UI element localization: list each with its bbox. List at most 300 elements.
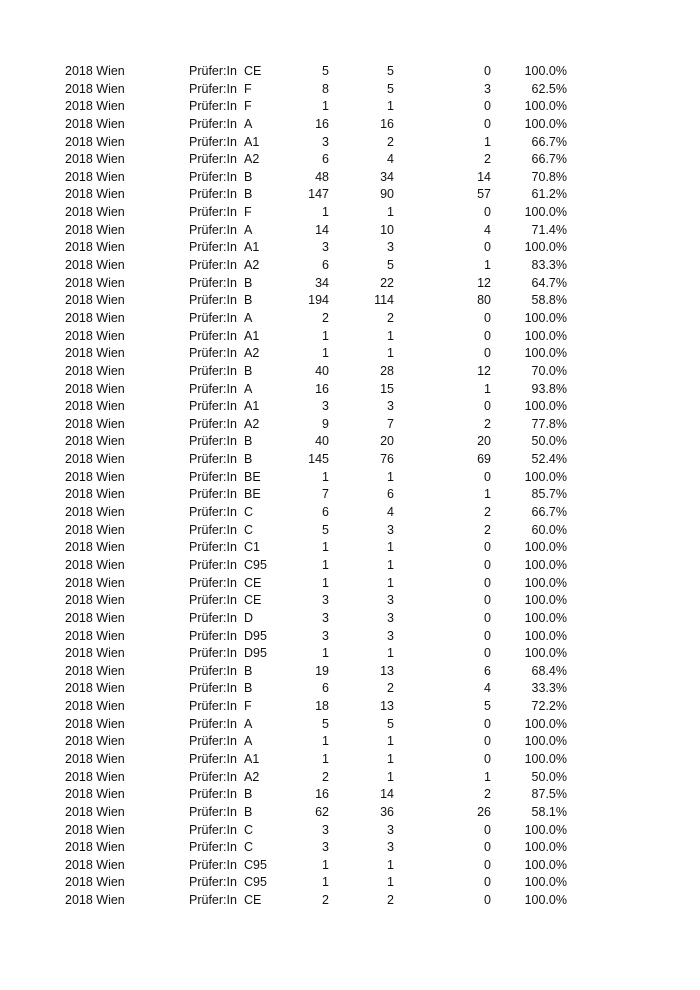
- year-city-cell: 2018 Wien: [65, 169, 125, 184]
- year-city-cell: 2018 Wien: [65, 363, 125, 378]
- failed-count-cell: 0: [484, 646, 491, 661]
- passed-count-cell: 4: [387, 505, 394, 520]
- role-cell: Prüfer:In: [189, 840, 237, 855]
- role-cell: Prüfer:In: [189, 152, 237, 167]
- total-count-cell: 40: [315, 363, 329, 378]
- passed-count-cell: 2: [387, 893, 394, 908]
- pass-rate-cell: 70.0%: [531, 363, 567, 378]
- licence-class-cell: C: [244, 840, 254, 855]
- failed-count-cell: 0: [484, 734, 491, 749]
- role-cell: Prüfer:In: [189, 240, 237, 255]
- total-count-cell: 2: [322, 769, 329, 784]
- licence-class-cell: F: [244, 205, 252, 220]
- pass-rate-cell: 83.3%: [531, 258, 567, 273]
- role-cell: Prüfer:In: [189, 699, 237, 714]
- year-city-cell: 2018 Wien: [65, 381, 125, 396]
- role-cell: Prüfer:In: [189, 81, 237, 96]
- failed-count-cell: 0: [484, 875, 491, 890]
- passed-count-cell: 76: [380, 452, 394, 467]
- role-cell: Prüfer:In: [189, 804, 237, 819]
- year-city-cell: 2018 Wien: [65, 505, 125, 520]
- licence-class-cell: A: [244, 116, 253, 131]
- table-row: [0, 381, 700, 399]
- failed-count-cell: 0: [484, 628, 491, 643]
- failed-count-cell: 6: [484, 663, 491, 678]
- role-cell: Prüfer:In: [189, 116, 237, 131]
- pass-rate-cell: 60.0%: [531, 522, 567, 537]
- failed-count-cell: 0: [484, 593, 491, 608]
- failed-count-cell: 0: [484, 857, 491, 872]
- failed-count-cell: 0: [484, 469, 491, 484]
- pass-rate-cell: 66.7%: [531, 134, 567, 149]
- passed-count-cell: 1: [387, 328, 394, 343]
- year-city-cell: 2018 Wien: [65, 328, 125, 343]
- total-count-cell: 19: [315, 663, 329, 678]
- role-cell: Prüfer:In: [189, 469, 237, 484]
- role-cell: Prüfer:In: [189, 434, 237, 449]
- licence-class-cell: CE: [244, 593, 262, 608]
- year-city-cell: 2018 Wien: [65, 751, 125, 766]
- pass-rate-cell: 100.0%: [524, 857, 567, 872]
- licence-class-cell: BE: [244, 469, 261, 484]
- failed-count-cell: 0: [484, 540, 491, 555]
- licence-class-cell: CE: [244, 575, 262, 590]
- table-row: [0, 751, 700, 769]
- year-city-cell: 2018 Wien: [65, 681, 125, 696]
- passed-count-cell: 2: [387, 134, 394, 149]
- passed-count-cell: 1: [387, 540, 394, 555]
- passed-count-cell: 1: [387, 205, 394, 220]
- failed-count-cell: 0: [484, 64, 491, 78]
- failed-count-cell: 0: [484, 822, 491, 837]
- pass-rate-cell: 100.0%: [524, 310, 567, 325]
- table-row: [0, 539, 700, 557]
- role-cell: Prüfer:In: [189, 187, 237, 202]
- role-cell: Prüfer:In: [189, 593, 237, 608]
- passed-count-cell: 28: [380, 363, 394, 378]
- table-row: [0, 610, 700, 628]
- total-count-cell: 7: [322, 487, 329, 502]
- failed-count-cell: 0: [484, 610, 491, 625]
- role-cell: Prüfer:In: [189, 64, 237, 78]
- table-row: [0, 592, 700, 610]
- pass-rate-cell: 100.0%: [524, 328, 567, 343]
- passed-count-cell: 1: [387, 469, 394, 484]
- table-row: [0, 204, 700, 222]
- total-count-cell: 1: [322, 346, 329, 361]
- passed-count-cell: 6: [387, 487, 394, 502]
- licence-class-cell: A: [244, 222, 253, 237]
- passed-count-cell: 3: [387, 628, 394, 643]
- passed-count-cell: 3: [387, 822, 394, 837]
- pass-rate-cell: 100.0%: [524, 205, 567, 220]
- table-row: [0, 239, 700, 257]
- pass-rate-cell: 33.3%: [531, 681, 567, 696]
- total-count-cell: 3: [322, 240, 329, 255]
- table-row: [0, 134, 700, 152]
- total-count-cell: 3: [322, 840, 329, 855]
- table-row: [0, 275, 700, 293]
- licence-class-cell: B: [244, 275, 253, 290]
- total-count-cell: 6: [322, 258, 329, 273]
- licence-class-cell: A1: [244, 751, 260, 766]
- year-city-cell: 2018 Wien: [65, 893, 125, 908]
- pass-rate-cell: 66.7%: [531, 152, 567, 167]
- table-row: [0, 363, 700, 381]
- total-count-cell: 2: [322, 310, 329, 325]
- table-row: [0, 698, 700, 716]
- licence-class-cell: B: [244, 804, 253, 819]
- role-cell: Prüfer:In: [189, 363, 237, 378]
- role-cell: Prüfer:In: [189, 346, 237, 361]
- table-row: [0, 98, 700, 116]
- table-row: [0, 116, 700, 134]
- pass-rate-cell: 62.5%: [531, 81, 567, 96]
- passed-count-cell: 3: [387, 522, 394, 537]
- table-row: [0, 628, 700, 646]
- table-row: [0, 63, 700, 81]
- failed-count-cell: 2: [484, 152, 491, 167]
- year-city-cell: 2018 Wien: [65, 310, 125, 325]
- licence-class-cell: A: [244, 381, 253, 396]
- pass-rate-cell: 85.7%: [531, 487, 567, 502]
- failed-count-cell: 0: [484, 575, 491, 590]
- licence-class-cell: A1: [244, 399, 260, 414]
- passed-count-cell: 1: [387, 346, 394, 361]
- licence-class-cell: CE: [244, 64, 262, 78]
- table-row: [0, 645, 700, 663]
- role-cell: Prüfer:In: [189, 822, 237, 837]
- failed-count-cell: 0: [484, 751, 491, 766]
- year-city-cell: 2018 Wien: [65, 699, 125, 714]
- table-row: [0, 328, 700, 346]
- licence-class-cell: C95: [244, 857, 267, 872]
- passed-count-cell: 16: [380, 116, 394, 131]
- table-row: [0, 804, 700, 822]
- table-row: [0, 663, 700, 681]
- passed-count-cell: 14: [380, 787, 394, 802]
- total-count-cell: 8: [322, 81, 329, 96]
- passed-count-cell: 2: [387, 681, 394, 696]
- total-count-cell: 16: [315, 116, 329, 131]
- table-row: [0, 257, 700, 275]
- total-count-cell: 16: [315, 381, 329, 396]
- year-city-cell: 2018 Wien: [65, 716, 125, 731]
- role-cell: Prüfer:In: [189, 205, 237, 220]
- pass-rate-cell: 100.0%: [524, 893, 567, 908]
- failed-count-cell: 80: [477, 293, 491, 308]
- table-row: [0, 169, 700, 187]
- passed-count-cell: 1: [387, 557, 394, 572]
- table-row: [0, 892, 700, 910]
- role-cell: Prüfer:In: [189, 734, 237, 749]
- role-cell: Prüfer:In: [189, 275, 237, 290]
- role-cell: Prüfer:In: [189, 663, 237, 678]
- total-count-cell: 1: [322, 875, 329, 890]
- failed-count-cell: 14: [477, 169, 491, 184]
- passed-count-cell: 13: [380, 699, 394, 714]
- role-cell: Prüfer:In: [189, 769, 237, 784]
- year-city-cell: 2018 Wien: [65, 205, 125, 220]
- table-row: [0, 451, 700, 469]
- pass-rate-cell: 100.0%: [524, 716, 567, 731]
- total-count-cell: 1: [322, 751, 329, 766]
- year-city-cell: 2018 Wien: [65, 452, 125, 467]
- table-row: [0, 81, 700, 99]
- year-city-cell: 2018 Wien: [65, 804, 125, 819]
- licence-class-cell: D95: [244, 628, 267, 643]
- data-table: [0, 63, 700, 910]
- licence-class-cell: B: [244, 681, 253, 696]
- role-cell: Prüfer:In: [189, 575, 237, 590]
- role-cell: Prüfer:In: [189, 522, 237, 537]
- pass-rate-cell: 50.0%: [531, 434, 567, 449]
- year-city-cell: 2018 Wien: [65, 522, 125, 537]
- licence-class-cell: C95: [244, 875, 267, 890]
- licence-class-cell: A1: [244, 134, 260, 149]
- table-row: [0, 716, 700, 734]
- total-count-cell: 5: [322, 716, 329, 731]
- year-city-cell: 2018 Wien: [65, 610, 125, 625]
- table-row: [0, 433, 700, 451]
- failed-count-cell: 0: [484, 310, 491, 325]
- licence-class-cell: A2: [244, 769, 260, 784]
- table-row: [0, 486, 700, 504]
- total-count-cell: 5: [322, 522, 329, 537]
- pass-rate-cell: 100.0%: [524, 116, 567, 131]
- role-cell: Prüfer:In: [189, 328, 237, 343]
- licence-class-cell: A2: [244, 258, 260, 273]
- year-city-cell: 2018 Wien: [65, 628, 125, 643]
- pass-rate-cell: 100.0%: [524, 610, 567, 625]
- pass-rate-cell: 77.8%: [531, 416, 567, 431]
- year-city-cell: 2018 Wien: [65, 222, 125, 237]
- pass-rate-cell: 58.8%: [531, 293, 567, 308]
- failed-count-cell: 2: [484, 416, 491, 431]
- total-count-cell: 6: [322, 505, 329, 520]
- role-cell: Prüfer:In: [189, 381, 237, 396]
- failed-count-cell: 2: [484, 787, 491, 802]
- passed-count-cell: 3: [387, 840, 394, 855]
- year-city-cell: 2018 Wien: [65, 593, 125, 608]
- pass-rate-cell: 58.1%: [531, 804, 567, 819]
- failed-count-cell: 0: [484, 116, 491, 131]
- total-count-cell: 1: [322, 575, 329, 590]
- pass-rate-cell: 100.0%: [524, 593, 567, 608]
- total-count-cell: 194: [308, 293, 329, 308]
- role-cell: Prüfer:In: [189, 875, 237, 890]
- pass-rate-cell: 72.2%: [531, 699, 567, 714]
- passed-count-cell: 114: [374, 293, 394, 308]
- role-cell: Prüfer:In: [189, 416, 237, 431]
- role-cell: Prüfer:In: [189, 787, 237, 802]
- total-count-cell: 14: [315, 222, 329, 237]
- pass-rate-cell: 61.2%: [531, 187, 567, 202]
- year-city-cell: 2018 Wien: [65, 275, 125, 290]
- pass-rate-cell: 100.0%: [524, 875, 567, 890]
- role-cell: Prüfer:In: [189, 293, 237, 308]
- total-count-cell: 3: [322, 610, 329, 625]
- role-cell: Prüfer:In: [189, 169, 237, 184]
- licence-class-cell: D95: [244, 646, 267, 661]
- role-cell: Prüfer:In: [189, 681, 237, 696]
- pass-rate-cell: 100.0%: [524, 646, 567, 661]
- total-count-cell: 1: [322, 734, 329, 749]
- pass-rate-cell: 52.4%: [531, 452, 567, 467]
- failed-count-cell: 0: [484, 840, 491, 855]
- year-city-cell: 2018 Wien: [65, 646, 125, 661]
- pass-rate-cell: 68.4%: [531, 663, 567, 678]
- pass-rate-cell: 100.0%: [524, 628, 567, 643]
- year-city-cell: 2018 Wien: [65, 64, 125, 78]
- passed-count-cell: 36: [380, 804, 394, 819]
- year-city-cell: 2018 Wien: [65, 134, 125, 149]
- year-city-cell: 2018 Wien: [65, 857, 125, 872]
- passed-count-cell: 10: [380, 222, 394, 237]
- total-count-cell: 18: [315, 699, 329, 714]
- table-row: [0, 504, 700, 522]
- licence-class-cell: A2: [244, 346, 260, 361]
- table-row: [0, 557, 700, 575]
- passed-count-cell: 1: [387, 857, 394, 872]
- pass-rate-cell: 70.8%: [531, 169, 567, 184]
- role-cell: Prüfer:In: [189, 540, 237, 555]
- table-row: [0, 345, 700, 363]
- licence-class-cell: C: [244, 522, 254, 537]
- table-row: [0, 839, 700, 857]
- year-city-cell: 2018 Wien: [65, 187, 125, 202]
- licence-class-cell: B: [244, 187, 253, 202]
- licence-class-cell: C1: [244, 540, 260, 555]
- licence-class-cell: A: [244, 734, 253, 749]
- failed-count-cell: 0: [484, 716, 491, 731]
- licence-class-cell: B: [244, 363, 253, 378]
- year-city-cell: 2018 Wien: [65, 840, 125, 855]
- year-city-cell: 2018 Wien: [65, 116, 125, 131]
- pass-rate-cell: 71.4%: [531, 222, 567, 237]
- failed-count-cell: 0: [484, 328, 491, 343]
- failed-count-cell: 57: [477, 187, 491, 202]
- failed-count-cell: 2: [484, 505, 491, 520]
- passed-count-cell: 1: [387, 751, 394, 766]
- licence-class-cell: B: [244, 663, 253, 678]
- licence-class-cell: F: [244, 699, 252, 714]
- failed-count-cell: 12: [477, 275, 491, 290]
- role-cell: Prüfer:In: [189, 557, 237, 572]
- role-cell: Prüfer:In: [189, 751, 237, 766]
- licence-class-cell: CE: [244, 893, 262, 908]
- licence-class-cell: B: [244, 169, 253, 184]
- total-count-cell: 6: [322, 681, 329, 696]
- licence-class-cell: A1: [244, 328, 260, 343]
- total-count-cell: 2: [322, 893, 329, 908]
- total-count-cell: 3: [322, 628, 329, 643]
- year-city-cell: 2018 Wien: [65, 469, 125, 484]
- table-row: [0, 575, 700, 593]
- total-count-cell: 9: [322, 416, 329, 431]
- failed-count-cell: 3: [484, 81, 491, 96]
- passed-count-cell: 3: [387, 610, 394, 625]
- year-city-cell: 2018 Wien: [65, 787, 125, 802]
- total-count-cell: 1: [322, 205, 329, 220]
- passed-count-cell: 3: [387, 399, 394, 414]
- licence-class-cell: C95: [244, 557, 267, 572]
- role-cell: Prüfer:In: [189, 222, 237, 237]
- licence-class-cell: C: [244, 505, 254, 520]
- failed-count-cell: 1: [484, 381, 491, 396]
- passed-count-cell: 4: [387, 152, 394, 167]
- passed-count-cell: 5: [387, 716, 394, 731]
- failed-count-cell: 26: [477, 804, 491, 819]
- passed-count-cell: 13: [380, 663, 394, 678]
- failed-count-cell: 0: [484, 399, 491, 414]
- role-cell: Prüfer:In: [189, 487, 237, 502]
- failed-count-cell: 0: [484, 240, 491, 255]
- licence-class-cell: B: [244, 787, 253, 802]
- licence-class-cell: A2: [244, 416, 260, 431]
- table-row: [0, 822, 700, 840]
- year-city-cell: 2018 Wien: [65, 487, 125, 502]
- total-count-cell: 3: [322, 822, 329, 837]
- year-city-cell: 2018 Wien: [65, 99, 125, 114]
- failed-count-cell: 0: [484, 99, 491, 114]
- total-count-cell: 62: [315, 804, 329, 819]
- licence-class-cell: C: [244, 822, 254, 837]
- passed-count-cell: 1: [387, 769, 394, 784]
- role-cell: Prüfer:In: [189, 452, 237, 467]
- passed-count-cell: 1: [387, 646, 394, 661]
- failed-count-cell: 0: [484, 346, 491, 361]
- passed-count-cell: 2: [387, 310, 394, 325]
- passed-count-cell: 5: [387, 64, 394, 78]
- passed-count-cell: 34: [380, 169, 394, 184]
- pass-rate-cell: 100.0%: [524, 822, 567, 837]
- table-row: [0, 680, 700, 698]
- pass-rate-cell: 100.0%: [524, 399, 567, 414]
- failed-count-cell: 1: [484, 134, 491, 149]
- pass-rate-cell: 87.5%: [531, 787, 567, 802]
- total-count-cell: 3: [322, 593, 329, 608]
- role-cell: Prüfer:In: [189, 310, 237, 325]
- passed-count-cell: 90: [380, 187, 394, 202]
- total-count-cell: 16: [315, 787, 329, 802]
- pass-rate-cell: 50.0%: [531, 769, 567, 784]
- table-row: [0, 522, 700, 540]
- pass-rate-cell: 100.0%: [524, 557, 567, 572]
- passed-count-cell: 20: [380, 434, 394, 449]
- pass-rate-cell: 100.0%: [524, 751, 567, 766]
- licence-class-cell: A: [244, 310, 253, 325]
- table-row: [0, 292, 700, 310]
- failed-count-cell: 0: [484, 893, 491, 908]
- pass-rate-cell: 100.0%: [524, 575, 567, 590]
- role-cell: Prüfer:In: [189, 505, 237, 520]
- passed-count-cell: 1: [387, 875, 394, 890]
- year-city-cell: 2018 Wien: [65, 575, 125, 590]
- role-cell: Prüfer:In: [189, 857, 237, 872]
- total-count-cell: 48: [315, 169, 329, 184]
- table-row: [0, 398, 700, 416]
- total-count-cell: 3: [322, 399, 329, 414]
- licence-class-cell: BE: [244, 487, 261, 502]
- table-row: [0, 186, 700, 204]
- licence-class-cell: B: [244, 452, 253, 467]
- year-city-cell: 2018 Wien: [65, 434, 125, 449]
- total-count-cell: 147: [308, 187, 329, 202]
- licence-class-cell: A2: [244, 152, 260, 167]
- pass-rate-cell: 93.8%: [531, 381, 567, 396]
- pass-rate-cell: 100.0%: [524, 240, 567, 255]
